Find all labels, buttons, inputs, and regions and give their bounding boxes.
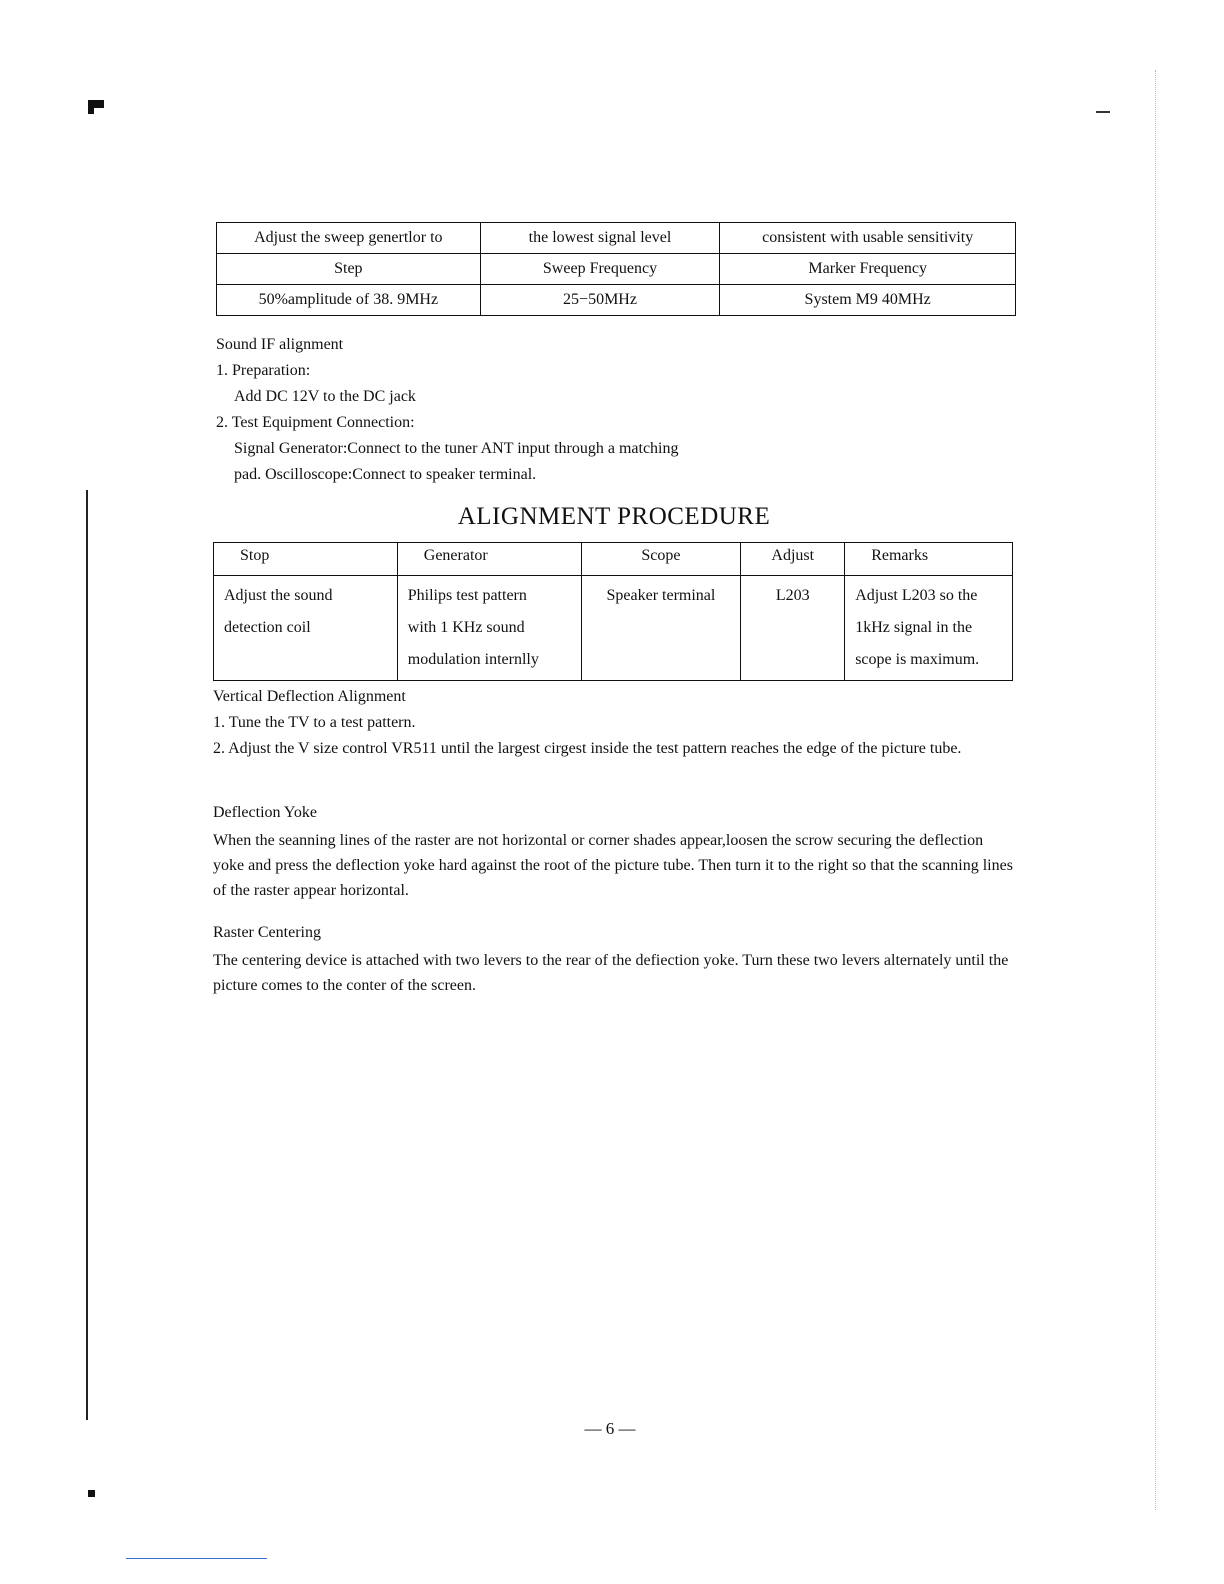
table-cell: 25−50MHz bbox=[480, 285, 720, 316]
table-cell: 50%amplitude of 38. 9MHz bbox=[217, 285, 481, 316]
vertical-deflection-section bbox=[213, 684, 1013, 762]
scan-dash-mark bbox=[1096, 111, 1110, 113]
paragraph: When the seanning lines of the raster are not horizontal or corner shades appear,loosen the scrow securing the deflection yoke and press the deflection yoke hard against the root of the picture tube. Then turn it to the right so that the scanning lines of the raster appear horizontal. bbox=[213, 832, 1013, 899]
section-heading: Sound IF alignment bbox=[216, 336, 344, 353]
table-row bbox=[217, 223, 1016, 254]
step-label: 1. Preparation: bbox=[216, 362, 311, 379]
table-cell: consistent with usable sensitivity bbox=[720, 223, 1016, 254]
alignment-table bbox=[213, 542, 1013, 681]
raster-centering-section bbox=[213, 920, 1013, 998]
column-header: Remarks bbox=[845, 543, 1013, 576]
step-label: 2. Test Equipment Connection: bbox=[216, 414, 415, 431]
table-row bbox=[217, 285, 1016, 316]
paragraph: The centering device is attached with two levers to the rear of the defiection yoke. Turn these two levers alternately until the picture comes to the conter of the screen. bbox=[213, 952, 1009, 994]
table-row bbox=[214, 576, 1013, 681]
stop-cell bbox=[214, 576, 398, 681]
step-text: Add DC 12V to the DC jack bbox=[234, 388, 416, 405]
left-margin-rule bbox=[86, 490, 88, 1420]
section-heading: Deflection Yoke bbox=[213, 804, 317, 821]
cell-line: Adjust the sound bbox=[224, 587, 333, 604]
sound-if-section bbox=[216, 332, 976, 488]
column-header: Stop bbox=[214, 543, 398, 576]
cell-line: Adjust L203 so the bbox=[855, 587, 978, 604]
table-cell: Adjust the sweep genertlor to bbox=[217, 223, 481, 254]
table-cell: Marker Frequency bbox=[720, 254, 1016, 285]
scope-cell: Speaker terminal bbox=[581, 576, 741, 681]
column-header: Scope bbox=[581, 543, 741, 576]
table-cell: System M9 40MHz bbox=[720, 285, 1016, 316]
remarks-cell bbox=[845, 576, 1013, 681]
scan-corner-mark bbox=[88, 100, 104, 108]
section-heading: Raster Centering bbox=[213, 924, 321, 941]
cell-line: with 1 KHz sound bbox=[407, 619, 525, 636]
section-heading: Vertical Deflection Alignment bbox=[213, 688, 406, 705]
cell-line: detection coil bbox=[224, 619, 311, 636]
scan-bullet-mark bbox=[88, 1490, 95, 1497]
list-item: 1. Tune the TV to a test pattern. bbox=[213, 714, 416, 731]
cell-line: Philips test pattern bbox=[407, 587, 527, 604]
sweep-table bbox=[216, 222, 1016, 316]
column-header: Generator bbox=[397, 543, 581, 576]
table-cell: the lowest signal level bbox=[480, 223, 720, 254]
page-number: — 6 — bbox=[584, 1419, 636, 1438]
table-cell: Step bbox=[217, 254, 481, 285]
generator-cell bbox=[397, 576, 581, 681]
cell-line: scope is maximum. bbox=[855, 651, 980, 668]
step-text: Signal Generator:Connect to the tuner ANT input through a matching bbox=[234, 440, 679, 457]
table-header-row bbox=[214, 543, 1013, 576]
table-cell: Sweep Frequency bbox=[480, 254, 720, 285]
list-item: 2. Adjust the V size control VR511 until the largest cirgest inside the test pattern reaches the edge of the picture tube. bbox=[213, 740, 962, 757]
cell-line: modulation internlly bbox=[407, 651, 539, 668]
alignment-title: ALIGNMENT PROCEDURE bbox=[457, 503, 771, 530]
right-margin-rule bbox=[1155, 70, 1157, 1510]
cell-line: 1kHz signal in the bbox=[855, 619, 973, 636]
deflection-yoke-section bbox=[213, 800, 1013, 903]
adjust-cell: L203 bbox=[741, 576, 845, 681]
step-text: pad. Oscilloscope:Connect to speaker terminal. bbox=[234, 466, 537, 483]
blue-underline bbox=[126, 1558, 267, 1559]
table-row bbox=[217, 254, 1016, 285]
column-header: Adjust bbox=[741, 543, 845, 576]
